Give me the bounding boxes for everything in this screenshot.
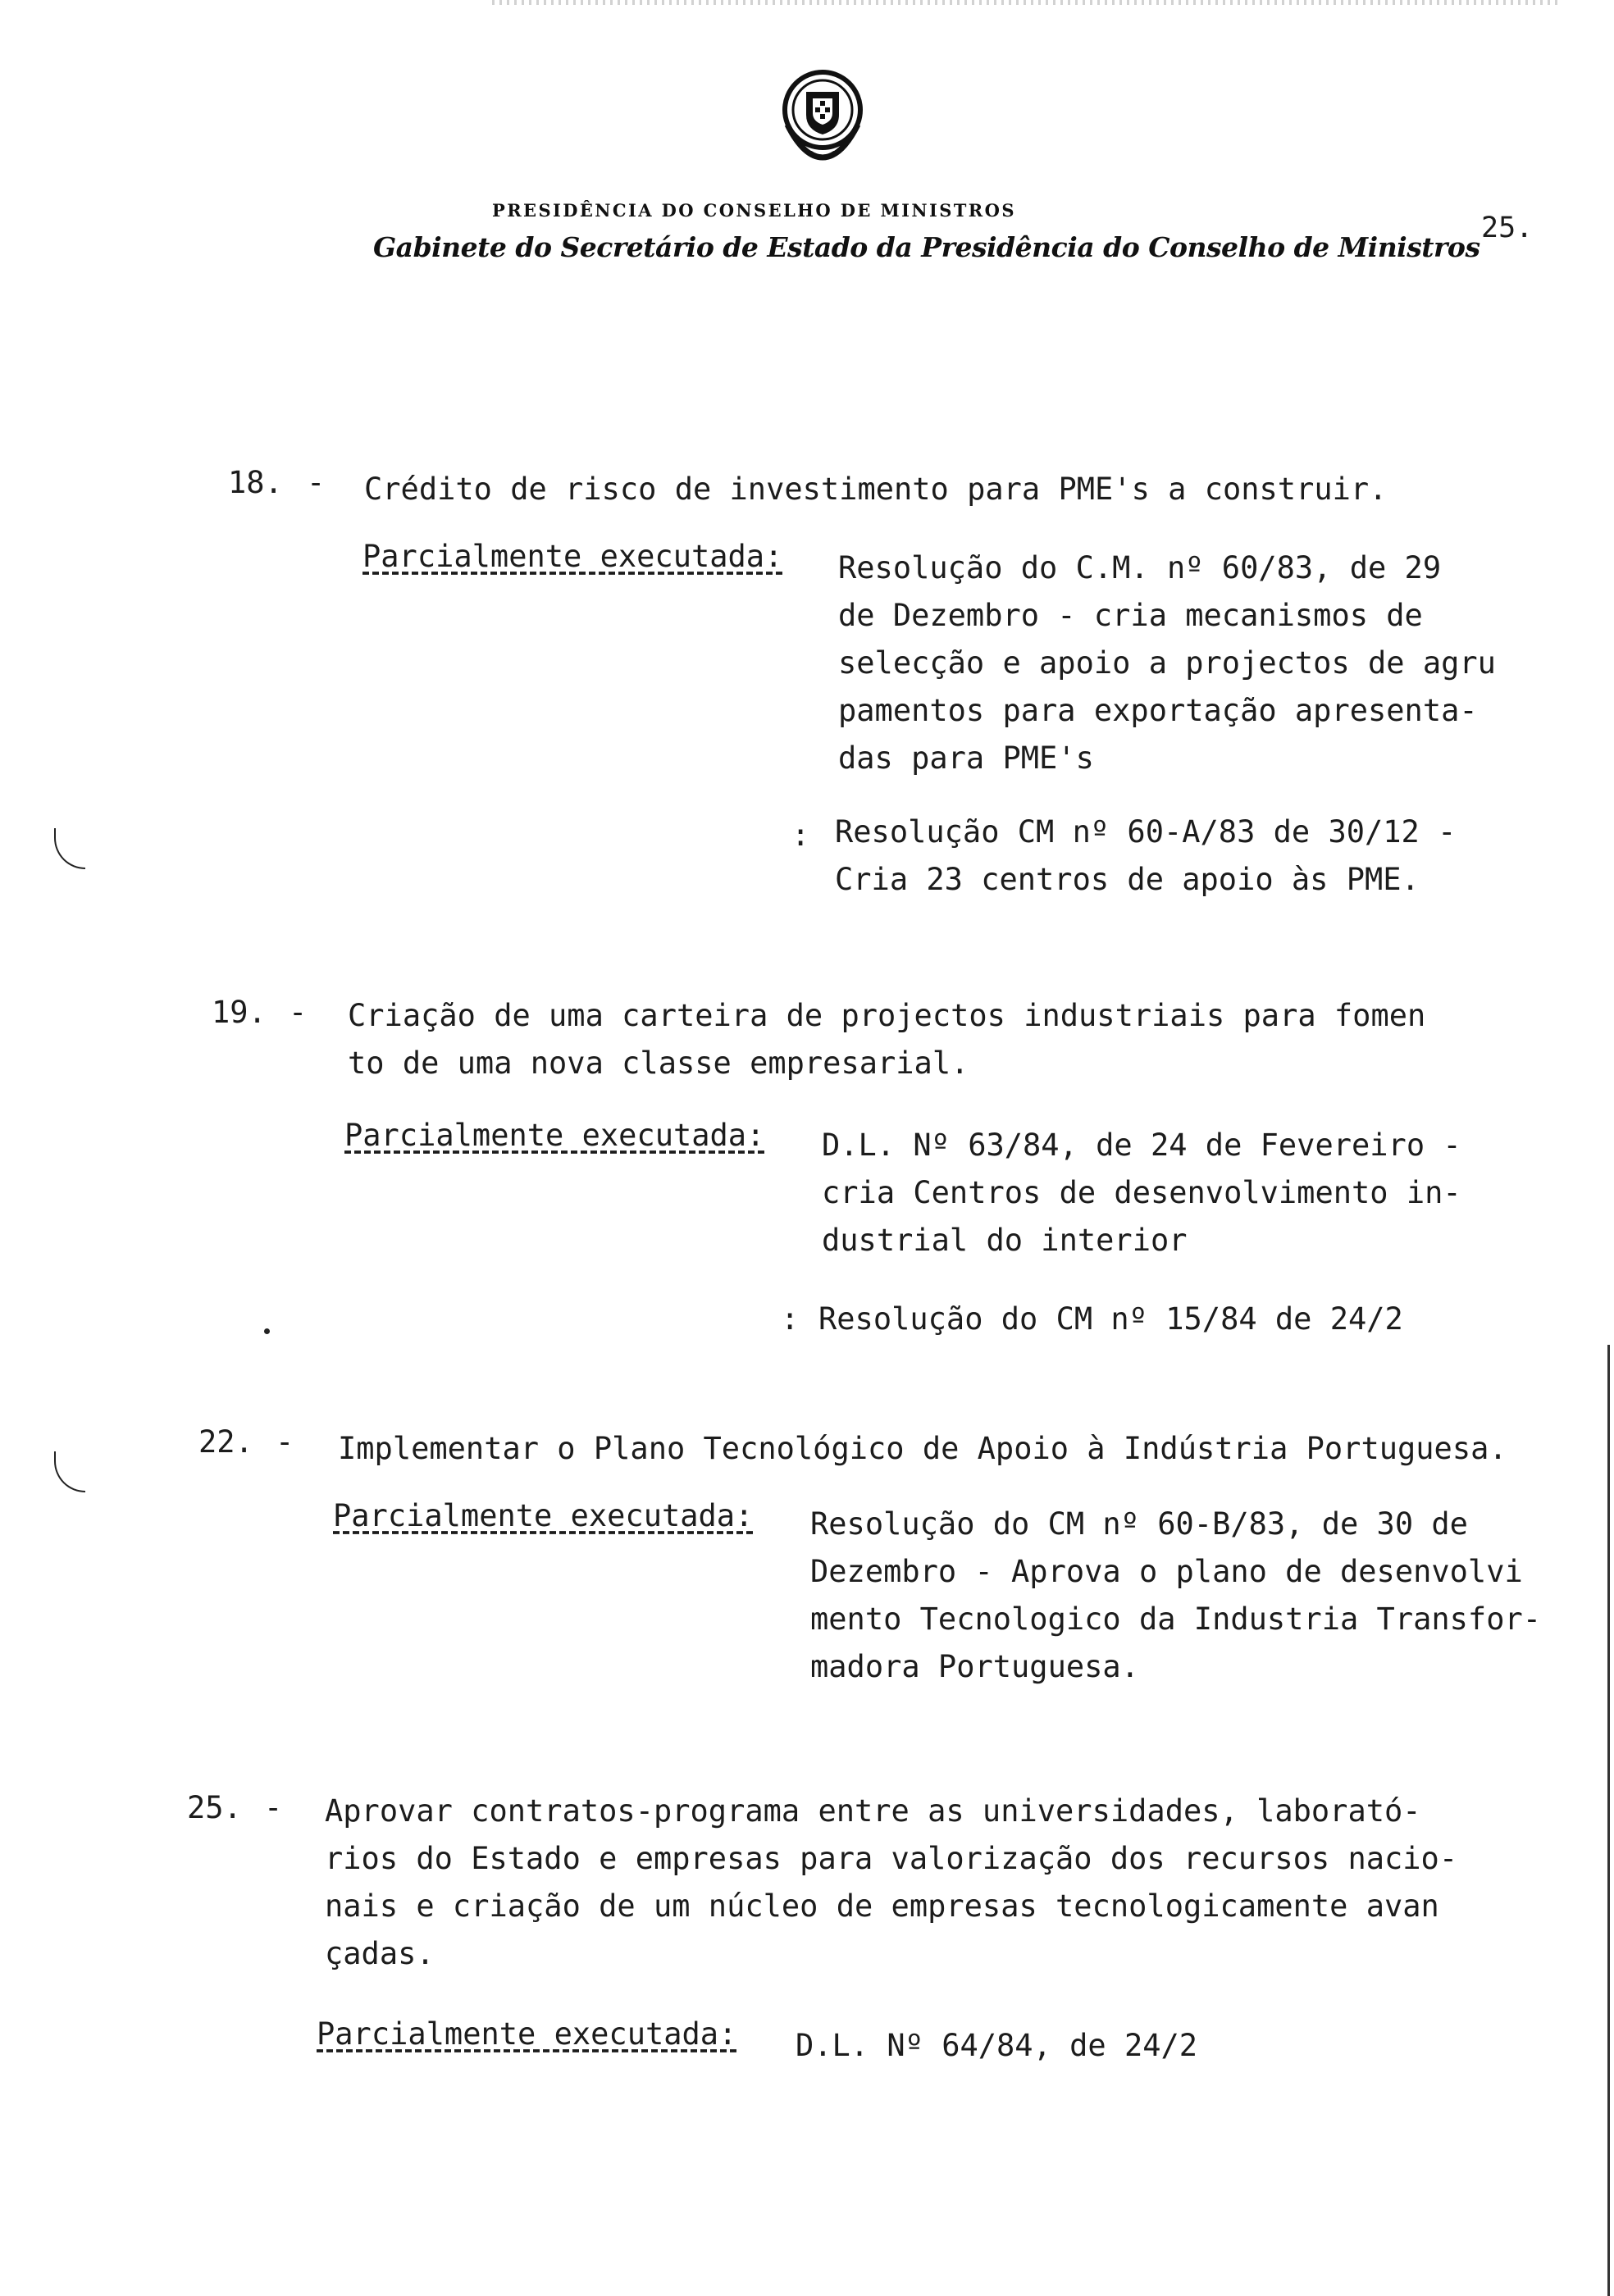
- detail-line: mento Tecnologico da Industria Transfor-: [810, 1601, 1542, 1637]
- item-dash: -: [289, 995, 308, 1030]
- detail-line: Resolução do CM nº 15/84 de 24/2: [818, 1301, 1403, 1337]
- detail-block: [835, 809, 1456, 904]
- detail-line: pamentos para exportação apresenta-: [838, 693, 1478, 728]
- detail-line: selecção e apoio a projectos de agru: [838, 645, 1496, 681]
- detail-line: Resolução do CM nº 60-B/83, de 30 de: [810, 1506, 1468, 1542]
- header-title: PRESIDÊNCIA DO CONSELHO DE MINISTROS: [492, 200, 1016, 221]
- detail-line: dustrial do interior: [822, 1223, 1188, 1258]
- item-22: [0, 1419, 1614, 1747]
- detail-line: D.L. Nº 63/84, de 24 de Fevereiro -: [822, 1128, 1461, 1163]
- detail-line: D.L. Nº 64/84, de 24/2: [796, 2028, 1198, 2063]
- item-title: Implementar o Plano Tecnológico de Apoio à Indústria Portuguesa.: [338, 1431, 1507, 1466]
- scan-noise: [492, 0, 1558, 5]
- detail-line: de Dezembro - cria mecanismos de: [838, 598, 1423, 633]
- item-number: 19.: [212, 995, 267, 1030]
- detail-block: [796, 2022, 1197, 2070]
- detail-line: madora Portuguesa.: [810, 1649, 1139, 1684]
- title-line: çadas.: [325, 1936, 435, 1971]
- detail-block: [838, 544, 1496, 782]
- page-number: 25.: [1481, 212, 1534, 244]
- title-line: nais e criação de um núcleo de empresas tecnologicamente avan: [325, 1888, 1439, 1924]
- item-number: 22.: [198, 1424, 253, 1460]
- scan-dot: [264, 1328, 270, 1334]
- item-title: [325, 1788, 1457, 1978]
- detail-line: das para PME's: [838, 740, 1094, 776]
- status-label: Parcialmente executada:: [344, 1118, 765, 1153]
- item-dash: -: [307, 465, 326, 500]
- detail-block: [818, 1296, 1403, 1343]
- scan-edge: [1607, 1345, 1610, 2296]
- status-label: Parcialmente executada:: [317, 2016, 737, 2052]
- title-line: to de uma nova classe empresarial.: [348, 1046, 969, 1081]
- item-25: [0, 1784, 1614, 2080]
- item-title: Crédito de risco de investimento para PME's a construir.: [364, 472, 1388, 507]
- status-label: Parcialmente executada:: [362, 539, 783, 574]
- item-title: [348, 992, 1425, 1087]
- item-number: 25.: [187, 1790, 242, 1825]
- title-line: Criação de uma carteira de projectos industriais para fomen: [348, 998, 1426, 1033]
- status-label: Parcialmente executada:: [333, 1498, 754, 1533]
- detail-block: [810, 1501, 1541, 1691]
- detail-line: Resolução CM nº 60-A/83 de 30/12 -: [835, 814, 1457, 850]
- item-18: [0, 459, 1614, 918]
- item-number: 18.: [228, 465, 283, 500]
- detail-colon: :: [781, 1301, 800, 1337]
- detail-line: Cria 23 centros de apoio às PME.: [835, 862, 1420, 897]
- item-dash: -: [276, 1424, 294, 1460]
- title-line: rios do Estado e empresas para valorização dos recursos nacio-: [325, 1841, 1458, 1876]
- item-dash: -: [264, 1790, 283, 1825]
- item-19: [0, 989, 1614, 1366]
- coat-of-arms-seal: [777, 67, 868, 166]
- detail-line: cria Centros de desenvolvimento in-: [822, 1175, 1461, 1210]
- title-line: Aprovar contratos-programa entre as universidades, laborató-: [325, 1793, 1421, 1829]
- detail-line: Dezembro - Aprova o plano de desenvolvi: [810, 1554, 1523, 1589]
- detail-block: [822, 1122, 1461, 1264]
- detail-line: Resolução do C.M. nº 60/83, de 29: [838, 550, 1442, 585]
- header-subtitle: Gabinete do Secretário de Estado da Presidência do Conselho de Ministros: [373, 231, 1480, 263]
- detail-colon: :: [791, 818, 810, 853]
